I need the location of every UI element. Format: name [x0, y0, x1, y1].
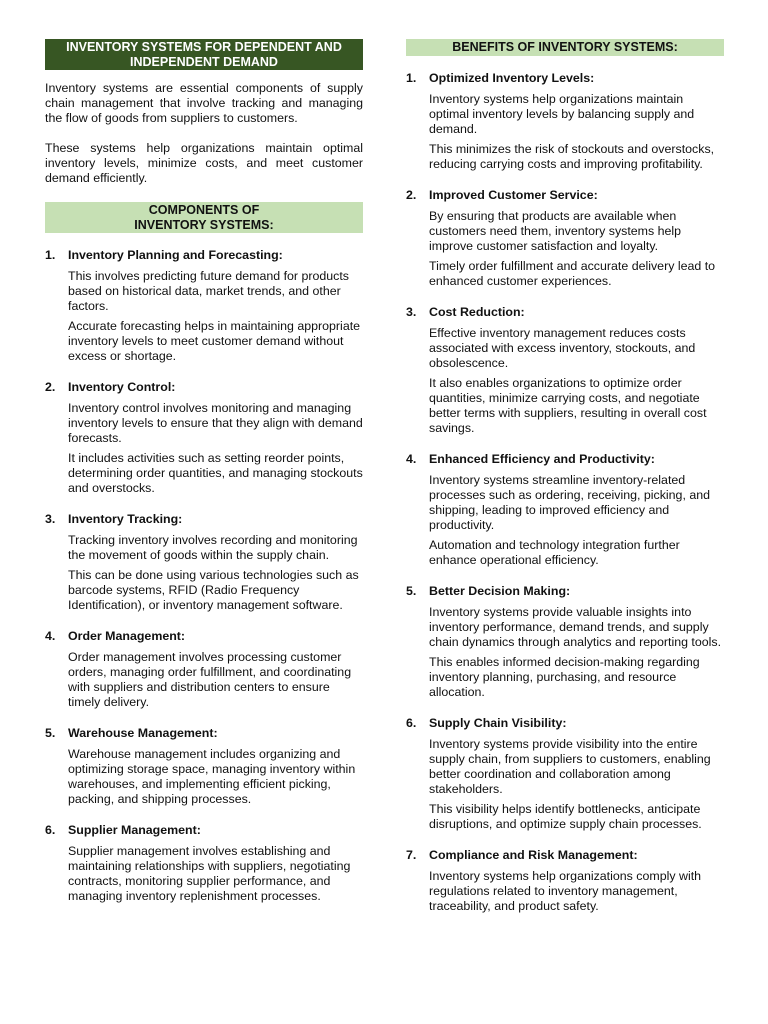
benefit-section-2: [406, 188, 724, 289]
section-title: Enhanced Efficiency and Productivity:: [429, 451, 655, 466]
benefit-section-5: [406, 584, 724, 700]
section-paragraph: Inventory systems provide valuable insights into inventory performance, demand trends, and supply chain dynamics through analytics and reporting tools.: [429, 604, 722, 649]
section-number: 3.: [406, 304, 417, 319]
section-number: 6.: [406, 715, 417, 730]
section-number: 7.: [406, 847, 417, 862]
section-paragraph: Automation and technology integration further enhance operational efficiency.: [429, 537, 680, 567]
section-paragraph: Order management involves processing customer orders, managing order fulfillment, and coordinating with suppliers and distribution centers to ensure timely delivery.: [68, 650, 352, 709]
components-heading-banner: [45, 202, 363, 233]
components-list: [45, 248, 363, 904]
section-paragraph: This minimizes the risk of stockouts and overstocks, reducing carrying costs and improving profitability.: [429, 141, 715, 171]
section-title: Compliance and Risk Management:: [429, 847, 638, 862]
left-column: [45, 39, 363, 920]
benefit-section-6: [406, 716, 724, 832]
components-heading-line-1: COMPONENTS OF: [148, 203, 260, 217]
section-paragraph: Timely order fulfillment and accurate delivery lead to enhanced customer experiences.: [429, 258, 716, 288]
document-title-line-1: INVENTORY SYSTEMS FOR DEPENDENT AND: [66, 40, 342, 54]
section-paragraph: This involves predicting future demand for products based on historical data, market trends, and other factors.: [68, 269, 349, 313]
section-number: 2.: [406, 187, 417, 202]
section-paragraph: Inventory systems streamline inventory-related processes such as ordering, receiving, picking, and shipping, leading to improved efficiency and productivity.: [429, 472, 711, 532]
section-paragraph: Warehouse management includes organizing and optimizing storage space, managing inventory within warehouses, and implementing efficient picking, packing, and shipping processes.: [68, 747, 356, 806]
component-section-3: [45, 512, 363, 613]
section-number: 4.: [45, 629, 56, 643]
intro-paragraph-1: Inventory systems are essential components of supply chain management that involve tracking and managing the flow of goods from suppliers to customers.: [45, 81, 363, 125]
section-paragraph: Inventory control involves monitoring and managing inventory levels to ensure that they align with demand forecasts.: [68, 401, 363, 445]
components-heading-line-2: INVENTORY SYSTEMS:: [134, 217, 274, 232]
section-title: Inventory Tracking:: [68, 512, 183, 526]
section-number: 5.: [406, 583, 417, 598]
benefit-section-4: [406, 452, 724, 568]
section-title: Optimized Inventory Levels:: [429, 70, 595, 85]
section-number: 6.: [45, 823, 56, 837]
benefits-heading: BENEFITS OF INVENTORY SYSTEMS:: [452, 40, 678, 54]
section-title: Order Management:: [68, 629, 186, 643]
section-paragraph: This visibility helps identify bottlenecks, anticipate disruptions, and optimize supply chain processes.: [429, 801, 702, 831]
section-title: Cost Reduction:: [429, 304, 525, 319]
component-section-4: [45, 629, 363, 710]
section-title: Supply Chain Visibility:: [429, 715, 567, 730]
section-paragraph: By ensuring that products are available when customers need them, inventory systems help improve customer satisfaction and loyalty.: [429, 208, 682, 253]
section-title: Improved Customer Service:: [429, 187, 598, 202]
section-paragraph: This can be done using various technologies such as barcode systems, RFID (Radio Frequency Identification), or inventory management software.: [68, 568, 359, 612]
component-section-5: [45, 726, 363, 807]
section-paragraph: Inventory systems help organizations comply with regulations related to inventory management, traceability, and product safety.: [429, 868, 702, 913]
section-paragraph: Accurate forecasting helps in maintaining appropriate inventory levels to meet customer demand without excess or shortage.: [68, 319, 361, 363]
component-section-6: [45, 823, 363, 904]
section-title: Inventory Planning and Forecasting:: [68, 248, 283, 262]
section-paragraph: Inventory systems provide visibility into the entire supply chain, from suppliers to customers, enabling better coordination and collaboration among stakeholders.: [429, 736, 711, 796]
section-number: 4.: [406, 451, 417, 466]
section-paragraph: Inventory systems help organizations maintain optimal inventory levels by balancing supply and demand.: [429, 91, 695, 136]
section-paragraph: This enables informed decision-making regarding inventory planning, purchasing, and resource allocation.: [429, 654, 700, 699]
intro-text: [45, 81, 363, 186]
section-paragraph: It also enables organizations to optimize order quantities, minimize carrying costs, and negotiate better terms with suppliers, resulting in overall cost savings.: [429, 375, 707, 435]
section-paragraph: Tracking inventory involves recording and monitoring the movement of goods within the supply chain.: [68, 533, 358, 562]
benefit-section-3: [406, 305, 724, 436]
section-title: Inventory Control:: [68, 380, 176, 394]
benefits-heading-banner: [406, 39, 724, 56]
section-number: 5.: [45, 726, 56, 740]
section-paragraph: It includes activities such as setting reorder points, determining order quantities, and managing stockouts and overstocks.: [68, 451, 363, 495]
intro-paragraph-2: These systems help organizations maintain optimal inventory levels, minimize costs, and meet customer demand efficiently.: [45, 141, 363, 185]
benefits-list: [406, 71, 724, 914]
right-column: [406, 39, 724, 930]
component-section-1: [45, 248, 363, 364]
section-number: 1.: [406, 70, 417, 85]
section-number: 3.: [45, 512, 56, 526]
benefit-section-7: [406, 848, 724, 914]
section-paragraph: Supplier management involves establishing and maintaining relationships with suppliers, negotiating contracts, monitoring supplier performance, and managing inventory replenishment processes.: [68, 844, 351, 903]
section-title: Warehouse Management:: [68, 726, 218, 740]
section-paragraph: Effective inventory management reduces costs associated with excess inventory, stockouts, and obsolescence.: [429, 325, 696, 370]
document-title-banner: [45, 39, 363, 70]
document-title-line-2: INDEPENDENT DEMAND: [130, 54, 278, 69]
section-number: 1.: [45, 248, 56, 262]
benefit-section-1: [406, 71, 724, 172]
section-number: 2.: [45, 380, 56, 394]
section-title: Supplier Management:: [68, 823, 201, 837]
section-title: Better Decision Making:: [429, 583, 571, 598]
component-section-2: [45, 380, 363, 496]
